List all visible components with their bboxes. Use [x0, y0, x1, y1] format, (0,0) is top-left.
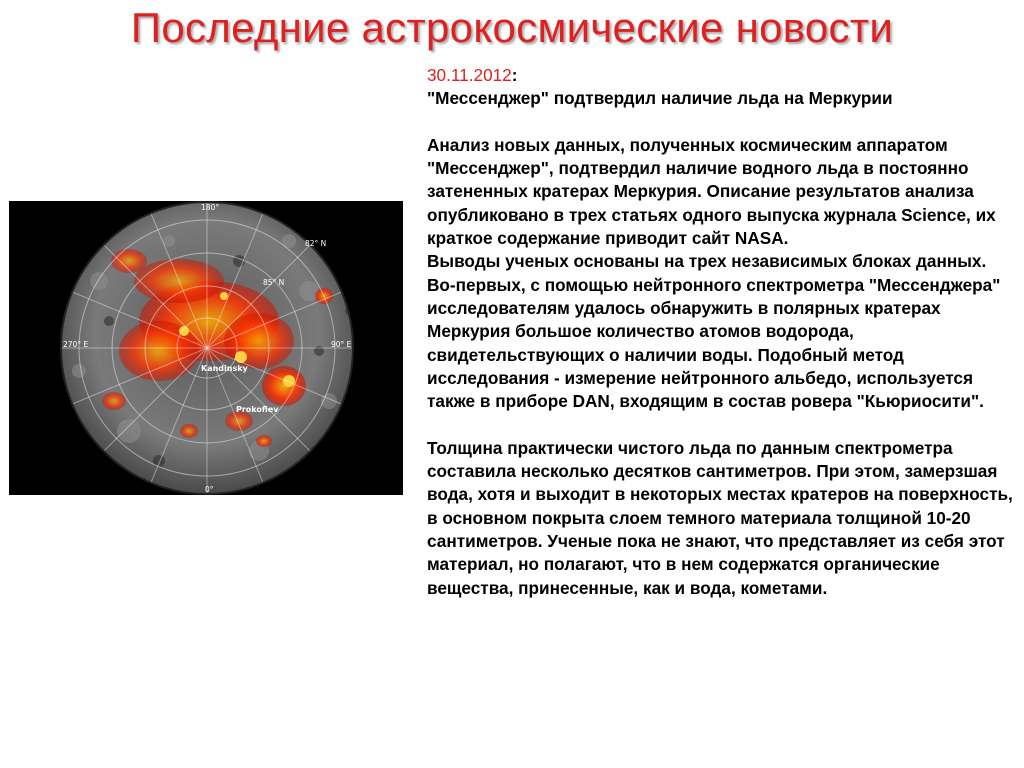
article-headline: "Мессенджер" подтвердил наличие льда на Меркурии: [427, 88, 893, 109]
crater-prokofiev-label: Prokofiev: [236, 405, 279, 414]
article-paragraph-2: Выводы ученых основаны на трех независимых блоках данных. Во-первых, с помощью нейтронного спектрометра "Мессенджера" исследователям удалось обнаружить в полярных кратерах Меркурия большое количество атомов водорода, свидетельствующих о наличии воды. Подобный метод исследования - измерение нейтронного альбедо, используется также в приборе DAN, входящим в состав ровера "Кьюриосити".: [427, 251, 1001, 412]
article-paragraph-1: Анализ новых данных, полученных космическим аппаратом "Мессенджер", подтвердил наличие водного льда в постоянно затененных кратерах Меркурия. Описание результатов анализа опубликовано в трех статьях одного выпуска журнала Science, их краткое содержание приводит сайт NASA.: [427, 134, 996, 249]
slide-title: Последние астрокосмические новости: [130, 4, 894, 51]
label-180: 180°: [201, 203, 220, 212]
article-date: 30.11.2012:: [427, 65, 518, 85]
label-270e: 270° E: [63, 340, 89, 349]
news-article: [427, 64, 1019, 600]
crater-kandinsky-label: Kandinsky: [201, 364, 248, 373]
label-0: 0°: [205, 485, 214, 494]
article-paragraph-3: Толщина практически чистого льда по данным спектрометра составила несколько десятков сантиметров. При этом, замерзшая вода, хотя и выходит в некоторых местах кратеров на поверхность, в основном покрыта слоем темного материала толщиной 10-20 сантиметров. Ученые пока не знают, что представляет из себя этот материал, но полагают, что в нем содержатся органические вещества, принесенные, как и вода, кометами.: [427, 437, 1013, 598]
label-85n: 85° N: [263, 278, 285, 287]
label-90e: 90° E: [331, 340, 352, 349]
label-82n: 82° N: [305, 239, 327, 248]
mercury-polar-map: [9, 201, 403, 495]
